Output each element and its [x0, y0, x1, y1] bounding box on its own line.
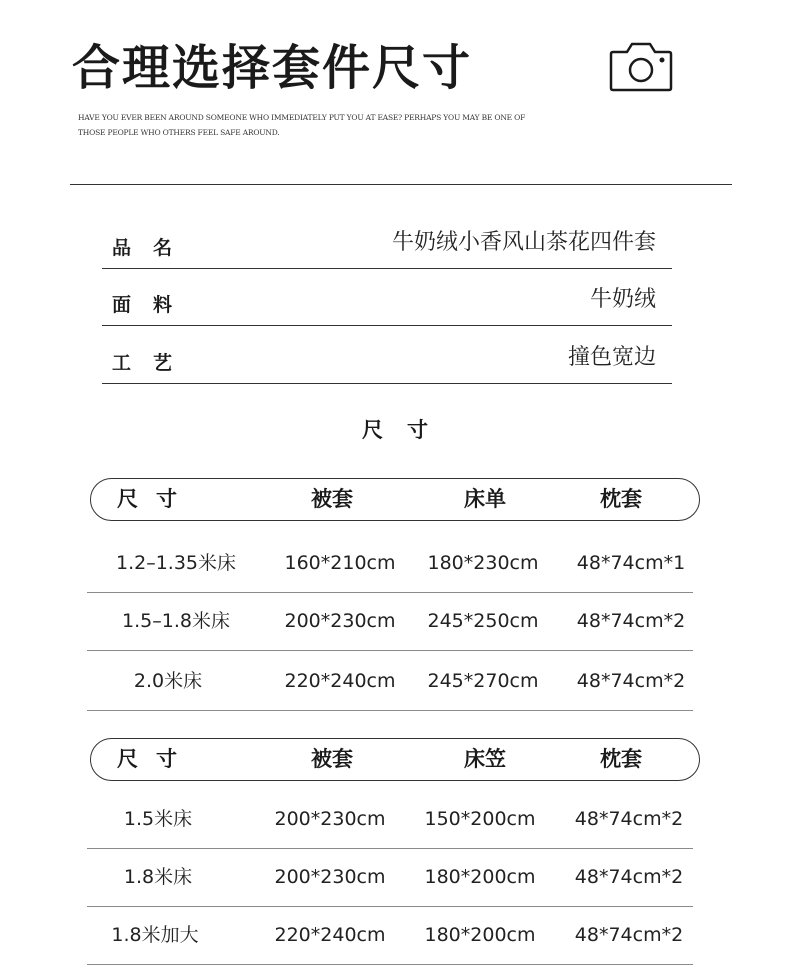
table-cell: 200*230cm — [284, 610, 396, 632]
table-cell: 220*240cm — [284, 670, 396, 692]
table-row — [87, 534, 693, 593]
table-header-cell: 枕套 — [600, 487, 642, 511]
table-cell: 2.0米床 — [133, 670, 203, 692]
table-row — [87, 592, 693, 651]
table2-header — [90, 738, 700, 781]
table-header-cell: 床单 — [464, 487, 506, 511]
table-cell: 180*200cm — [424, 866, 536, 888]
table-row — [87, 906, 693, 965]
table-cell: 48*74cm*2 — [574, 808, 684, 830]
table-header-cell: 床笠 — [464, 747, 506, 771]
table-cell: 1.5米床 — [123, 808, 193, 830]
info-label: 品名 — [112, 237, 195, 259]
info-row-craft — [102, 325, 672, 384]
size-section-title: 尺寸 — [362, 418, 452, 442]
info-label: 工艺 — [112, 352, 195, 374]
info-value: 撞色宽边 — [567, 345, 656, 370]
table-cell: 48*74cm*1 — [576, 552, 686, 574]
info-row-name — [102, 210, 672, 269]
table-header-cell: 被套 — [311, 747, 353, 771]
table-header-cell: 被套 — [311, 487, 353, 511]
table-cell: 48*74cm*2 — [574, 924, 684, 946]
info-label: 面料 — [112, 294, 195, 316]
table-cell: 48*74cm*2 — [576, 670, 686, 692]
table-row — [87, 848, 693, 907]
info-value: 牛奶绒小香风山茶花四件套 — [391, 230, 656, 255]
table-cell: 245*250cm — [427, 610, 539, 632]
table-cell: 180*230cm — [427, 552, 539, 574]
table-cell: 150*200cm — [424, 808, 536, 830]
table1-header — [90, 478, 700, 521]
table-header-cell: 尺寸 — [117, 487, 195, 511]
table-cell: 1.8米床 — [123, 866, 193, 888]
table-row — [87, 790, 693, 849]
table-cell: 1.5–1.8米床 — [122, 610, 230, 632]
table-header-cell: 枕套 — [600, 747, 642, 771]
table-cell: 200*230cm — [274, 808, 386, 830]
table-cell: 1.2–1.35米床 — [115, 552, 237, 574]
page-title: 合理选择套件尺寸 — [72, 40, 473, 96]
table-cell: 245*270cm — [427, 670, 539, 692]
table-row — [87, 652, 693, 711]
table-cell: 160*210cm — [284, 552, 396, 574]
camera-icon — [609, 40, 673, 92]
table-cell: 200*230cm — [274, 866, 386, 888]
table-header-cell: 尺寸 — [117, 747, 195, 771]
table-cell: 48*74cm*2 — [576, 610, 686, 632]
header-divider — [70, 184, 732, 185]
info-row-fabric — [102, 267, 672, 326]
subtitle-text: HAVE YOU EVER BEEN AROUND SOMEONE WHO IMMEDIATELY PUT YOU AT EASE? PERHAPS YOU MAY BE ONE OF THOSE PEOPLE WHO OTHERS FEEL SAFE AROUND. — [78, 113, 526, 137]
table-cell: 1.8米加大 — [111, 924, 199, 946]
table-cell: 180*200cm — [424, 924, 536, 946]
table-cell: 48*74cm*2 — [574, 866, 684, 888]
table-cell: 220*240cm — [274, 924, 386, 946]
info-value: 牛奶绒 — [589, 287, 656, 312]
